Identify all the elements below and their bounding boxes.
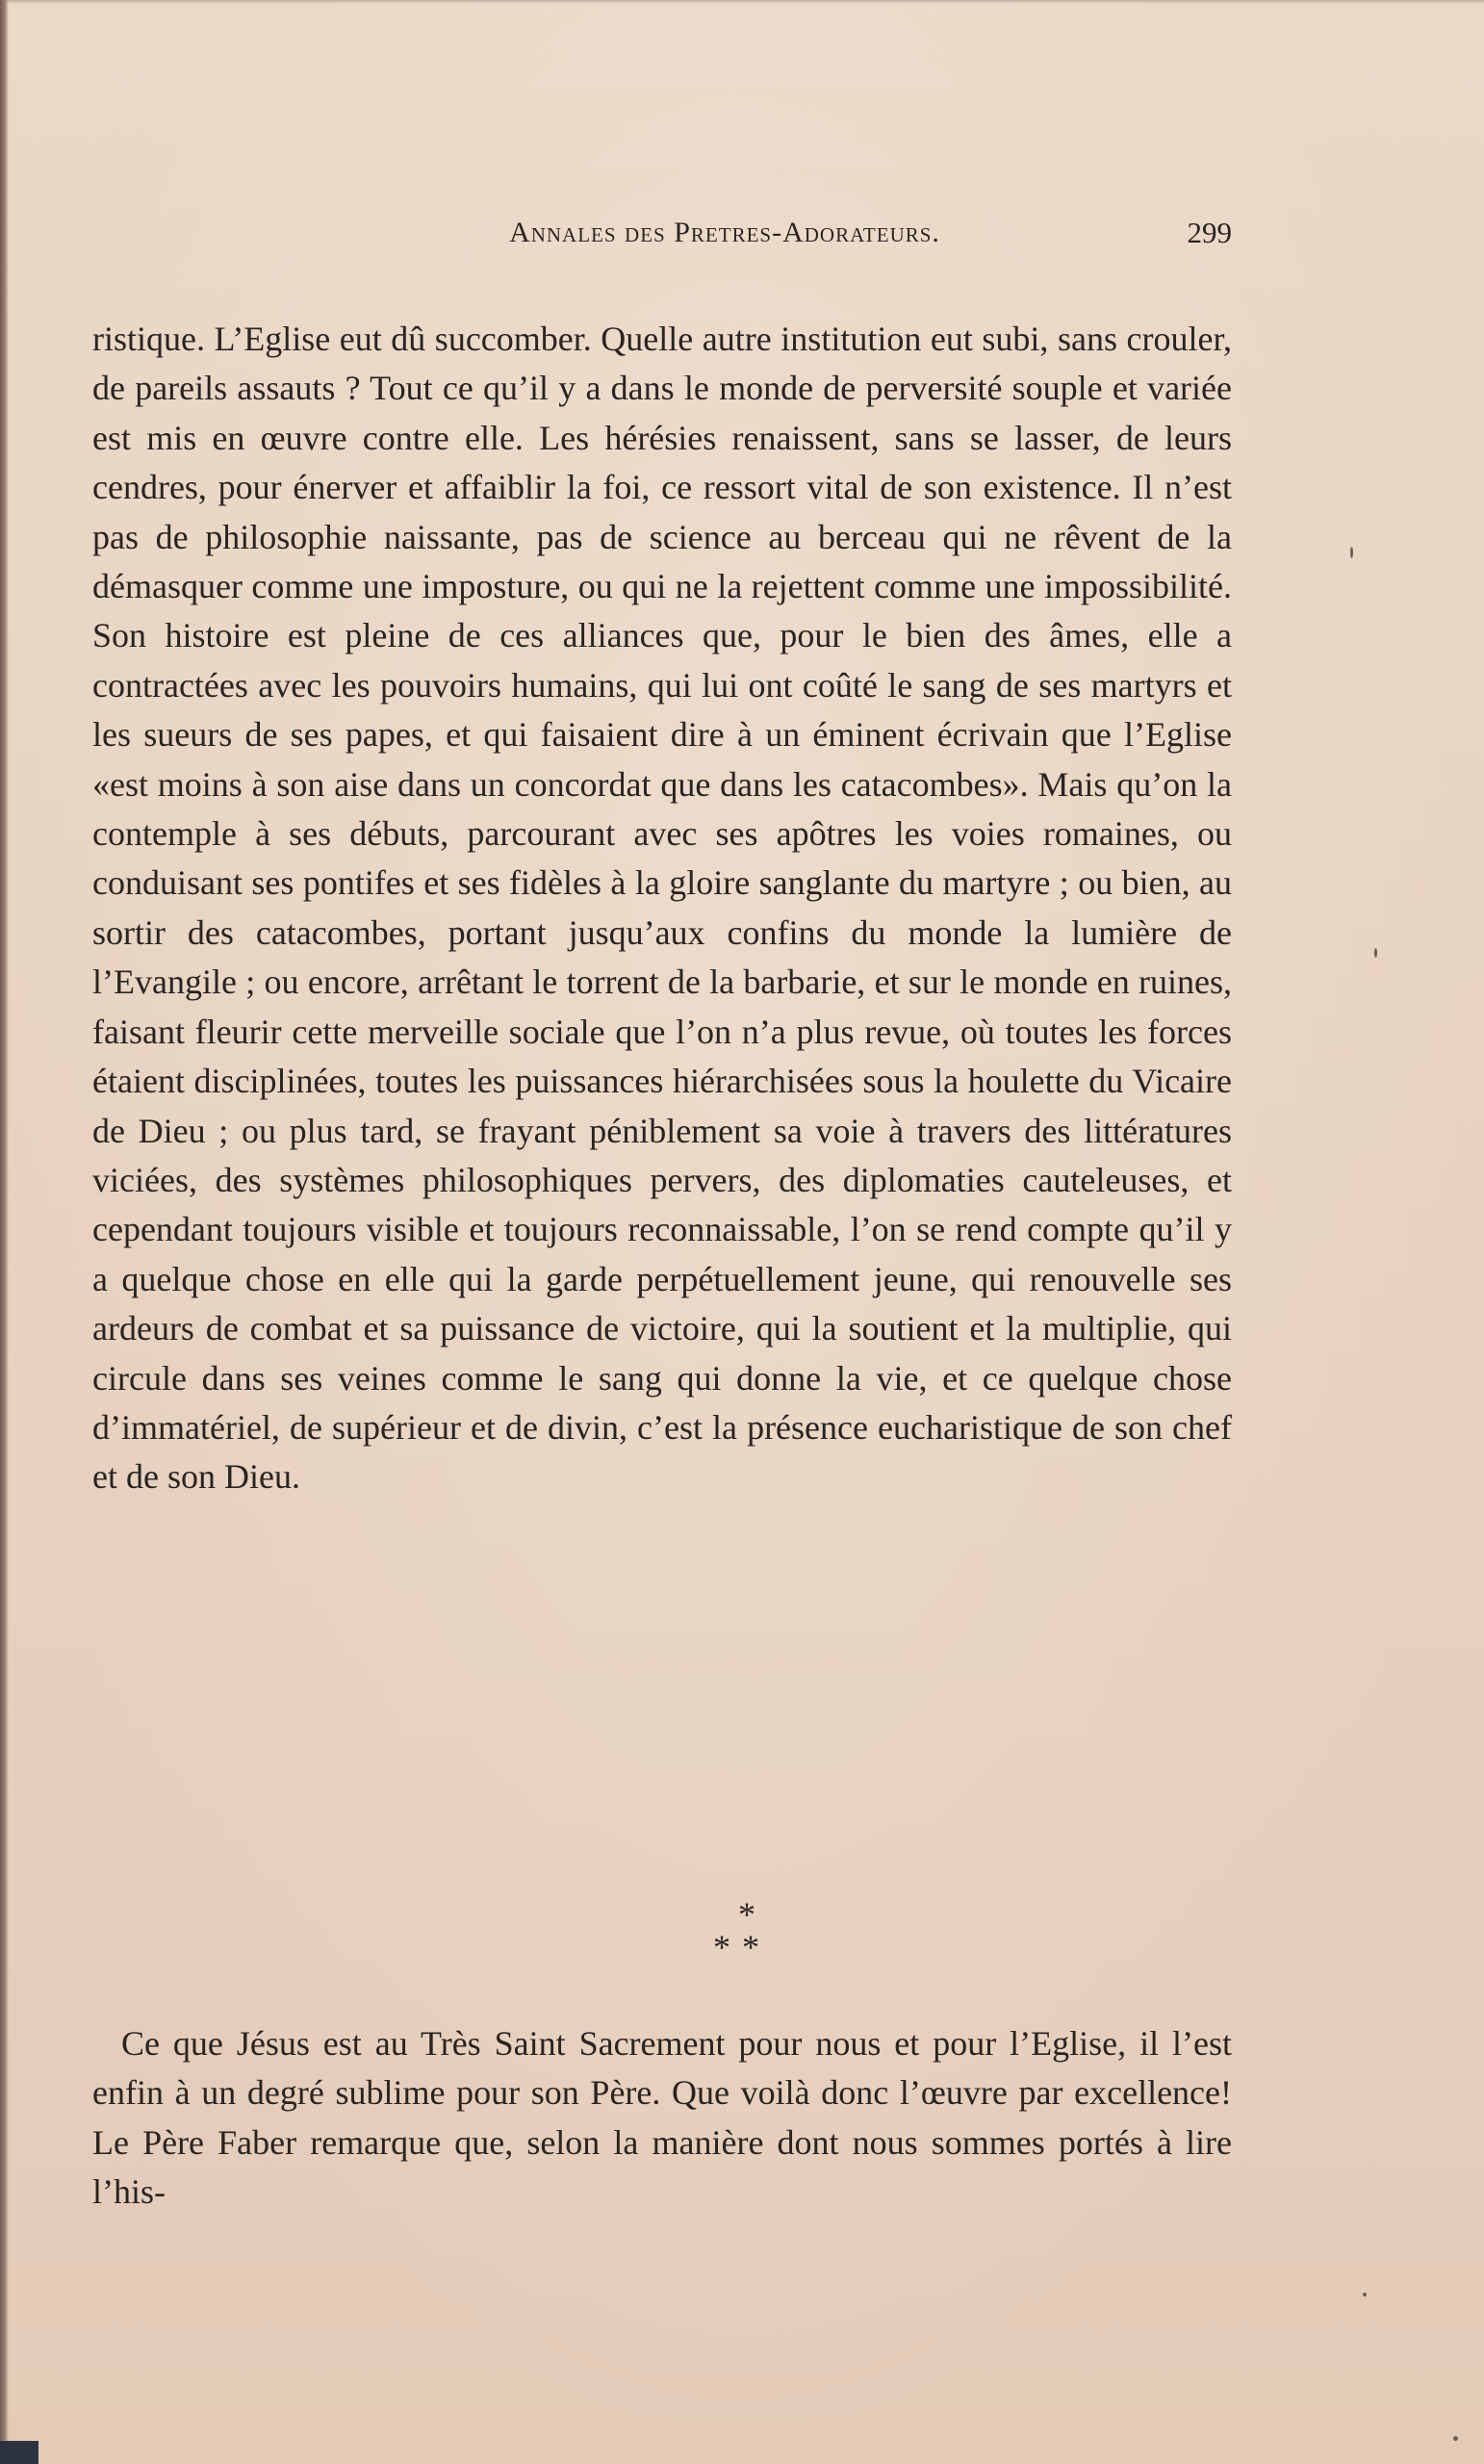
paper-speck [1453, 2436, 1458, 2441]
asterism-top: * [738, 1895, 755, 1934]
main-text [92, 315, 1232, 1502]
page-corner-shadow [0, 2441, 38, 2464]
paper-speck [1350, 547, 1353, 558]
paragraph-2: Ce que Jésus est au Très Saint Sacrement pour nous et pour l’Eglise, il l’est enfin à un degré sublime pour son Père. Que voilà donc l’œuvre par excellence! Le Père Faber remarque que, selon la manière dont nous sommes portés à lire l’his- [92, 2024, 1232, 2212]
page-binding-edge [0, 0, 9, 2464]
asterism-bottom: ** [713, 1928, 771, 1966]
page-header [92, 212, 1232, 254]
page-number: 299 [1187, 216, 1232, 249]
running-title: Annales des Pretres-Adorateurs. [509, 217, 940, 248]
paper-speck [1363, 2293, 1367, 2297]
page-top-edge [0, 0, 1484, 4]
paragraph-1: ristique. L’Eglise eut dû succomber. Quelle autre institution eut subi, sans crouler, de pareils assauts ? Tout ce qu’il y a dans le monde de perversité souple et variée est mis en œuvre contre elle. Les hérésies renaissent, sans se lasser, de leurs cendres, pour énerver et affaiblir la foi, ce ressort vital de son existence. Il n’est pas de philosophie naissante, pas de science au berceau qui ne rêvent de la démasquer comme une imposture, ou qui ne la rejettent comme une impossibilité. Son histoire est pleine de ces alliances que, pour le bien des âmes, elle a contractées avec les pouvoirs humains, qui lui ont coûté le sang de ses martyrs et les sueurs de ses papes, et qui faisaient dire à un éminent écrivain que l’Eglise «est moins à son aise dans un concordat que dans les catacombes». Mais qu’on la contemple à ses débuts, parcourant avec ses apôtres les voies romaines, ou conduisant ses pontifes et ses fidèles à la gloire sanglante du martyre ; ou bien, au sortir des catacombes, portant jusqu’aux confins du monde la lumière de l’Evangile ; ou encore, arrêtant le torrent de la barbarie, et sur le monde en ruines, faisant fleurir cette merveille sociale que l’on n’a plus revue, où toutes les forces étaient disciplinées, toutes les puissances hiérarchisées sous la houlette du Vicaire de Dieu ; ou plus tard, se frayant péniblement sa voie à travers des littératures viciées, des systèmes philosophiques pervers, des diplomaties cauteleuses, et cependant toujours visible et toujours reconnaissable, l’on se rend compte qu’il y a quelque chose en elle qui la garde perpétuellement jeune, qui renouvelle ses ardeurs de combat et sa puissance de victoire, qui la soutient et la multiplie, qui circule dans ses veines comme le sang qui donne la vie, et ce quelque chose d’immatériel, de supérieur et de divin, c’est la présence eucharistique de son chef et de son Dieu. [92, 320, 1232, 1497]
asterism-divider [0, 1895, 1484, 1966]
paper-speck [1374, 948, 1377, 958]
